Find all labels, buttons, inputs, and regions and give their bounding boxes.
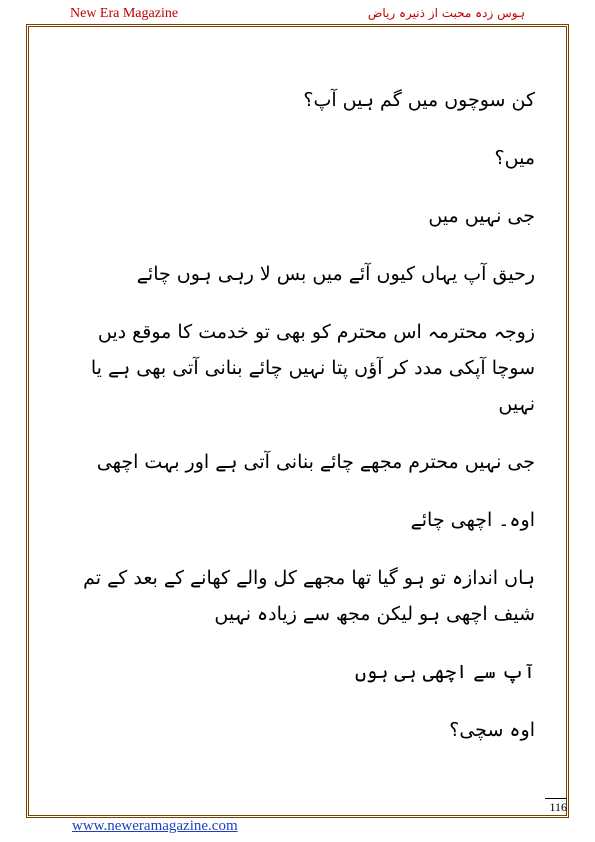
story-title: ہوس زدہ محبت از ذنیرہ ریاض	[367, 6, 525, 20]
paragraph: اوہ سچی؟	[449, 719, 535, 741]
paragraph: ہاں اندازہ تو ہو گیا تھا مجھے کل والے کھانے کے بعد کے تم شیف اچھی ہو لیکن مجھ سے زیادہ نہیں	[83, 567, 535, 625]
website-link[interactable]: www.neweramagazine.com	[72, 818, 238, 834]
page-number: 116	[545, 798, 567, 815]
paragraph: رحیق آپ یہاں کیوں آئے میں بس لا رہی ہوں چائے	[136, 263, 535, 285]
story-body	[60, 82, 535, 770]
magazine-name: New Era Magazine	[70, 6, 179, 21]
paragraph: جی نہیں میں	[428, 205, 535, 227]
paragraph: کن سوچوں میں گم ہیں آپ؟	[303, 89, 535, 111]
paragraph: میں؟	[494, 147, 535, 169]
paragraph: جی نہیں محترم مجھے چائے بنانی آتی ہے اور بہت اچھی	[96, 451, 535, 473]
paragraph: اوہ۔ اچھی چائے	[410, 509, 535, 531]
paragraph: زوجہ محترمہ اس محترم کو بھی تو خدمت کا موقع دیں سوچا آپکی مدد کر آؤں پتا نہیں چائے بنانی آتی بھی ہے یا نہیں	[90, 321, 535, 415]
paragraph: آپ سے اچھی ہی ہوں	[354, 661, 535, 683]
